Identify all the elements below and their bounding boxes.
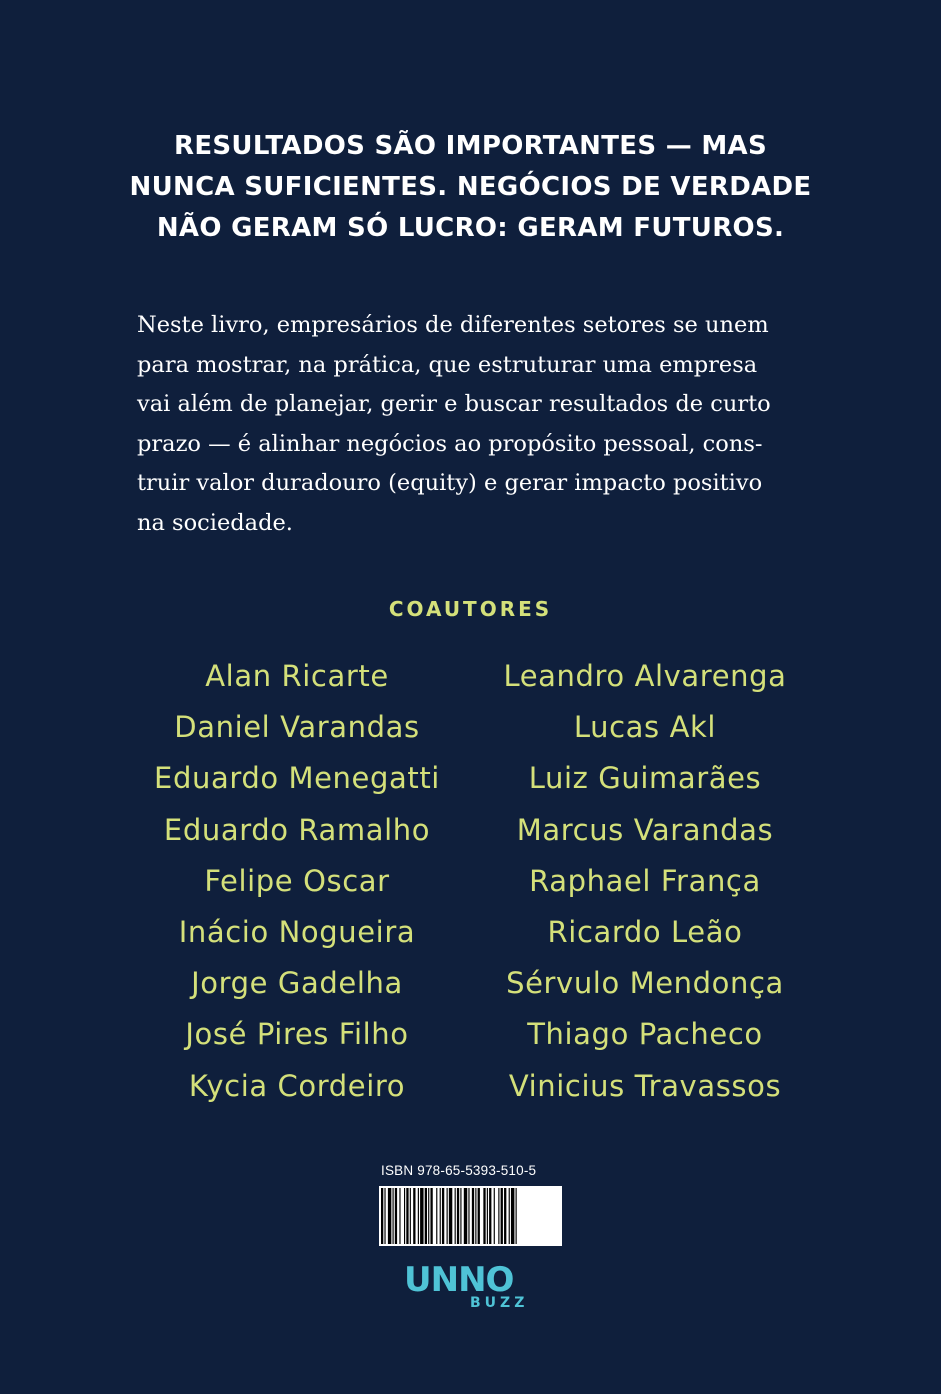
barcode-bar — [395, 1188, 397, 1244]
coauthor-name: Sérvulo Mendonça — [506, 966, 784, 1001]
barcode-bar — [418, 1188, 419, 1244]
barcode-bar — [460, 1188, 461, 1244]
coauthor-name: Ricardo Leão — [547, 915, 743, 950]
description-line: vai além de planejar, gerir e buscar resultados de curto — [137, 391, 771, 418]
coauthor-name: Jorge Gadelha — [191, 966, 403, 1001]
headline-line: RESULTADOS SÃO IMPORTANTES — MAS — [174, 131, 767, 161]
coauthor-name: Vinicius Travassos — [508, 1068, 782, 1103]
barcode-bar — [516, 1188, 517, 1244]
publisher-logo — [404, 1262, 538, 1316]
headline-line: NÃO GERAM SÓ LUCRO: GERAM FUTUROS. — [156, 213, 785, 243]
barcode-bar — [511, 1188, 514, 1244]
barcode-bar — [440, 1188, 441, 1244]
barcode-bar — [494, 1188, 495, 1244]
coauthor-name: Eduardo Ramalho — [163, 812, 431, 847]
barcode-bar — [487, 1188, 488, 1244]
coauthor-name: Marcus Varandas — [516, 812, 774, 847]
description-line: para mostrar, na prática, que estruturar uma empresa — [137, 351, 758, 378]
barcode-graphic — [379, 1186, 562, 1246]
headline-line: NUNCA SUFICIENTES. NEGÓCIOS DE VERDADE — [129, 172, 812, 202]
barcode-bar — [436, 1188, 437, 1244]
coauthor-name: Leandro Alvarenga — [503, 659, 787, 693]
barcode-bar — [406, 1188, 408, 1244]
barcode-bar — [413, 1188, 415, 1244]
coauthor-name: Raphael França — [529, 863, 761, 898]
headline — [0, 126, 941, 249]
barcode-bar — [483, 1188, 485, 1244]
description-line: na sociedade. — [137, 509, 293, 536]
barcode-bar — [425, 1188, 427, 1244]
barcode-bar — [498, 1188, 499, 1244]
coauthor-name: Lucas Akl — [573, 710, 717, 745]
coauthors-list-right — [455, 651, 835, 1112]
barcode-bar — [430, 1188, 432, 1244]
barcode-bar — [504, 1188, 506, 1244]
coauthor-name: Thiago Pacheco — [527, 1017, 763, 1052]
barcode-bar — [455, 1188, 456, 1244]
barcode-bar — [472, 1188, 474, 1244]
barcode-bar — [404, 1188, 405, 1244]
book-description — [137, 306, 827, 544]
barcode-bar — [384, 1188, 385, 1244]
barcode-bar — [468, 1188, 469, 1244]
description-line: truir valor duradouro (equity) e gerar impacto positivo — [137, 470, 763, 497]
barcode-bar — [410, 1188, 411, 1244]
coauthor-name: Kycia Cordeiro — [188, 1068, 406, 1103]
coauthor-name: Felipe Oscar — [204, 863, 390, 898]
barcode-bar — [442, 1188, 444, 1244]
barcode-bar — [420, 1188, 423, 1244]
coauthor-name: Luiz Guimarães — [528, 761, 762, 796]
coauthor-name: Alan Ricarte — [205, 659, 389, 693]
description-line: prazo — é alinhar negócios ao propósito pessoal, cons- — [137, 430, 763, 457]
barcode-bar — [449, 1188, 452, 1244]
publisher-name: UNNO — [404, 1260, 514, 1300]
barcode — [379, 1186, 562, 1246]
publisher-imprint: BUZZ — [470, 1295, 529, 1311]
coauthor-name: Inácio Nogueira — [178, 915, 416, 950]
barcode-bar — [457, 1188, 459, 1244]
coauthor-name: Daniel Varandas — [174, 710, 420, 745]
description-line: Neste livro, empresários de diferentes setores se unem — [137, 312, 769, 338]
barcode-bar — [478, 1188, 480, 1244]
coauthors-list-left — [107, 651, 487, 1112]
barcode-bar — [388, 1188, 391, 1244]
barcode-bar — [489, 1188, 491, 1244]
barcode-bar — [509, 1188, 510, 1244]
isbn-label: ISBN 978-65-5393-510-5 — [381, 1163, 537, 1178]
coauthor-name: Eduardo Menegatti — [154, 761, 440, 796]
barcode-bar — [464, 1188, 467, 1244]
barcode-bar — [501, 1188, 503, 1244]
barcode-bar — [393, 1188, 394, 1244]
barcode-bar — [428, 1188, 429, 1244]
barcode-bar — [447, 1188, 448, 1244]
barcode-bar — [475, 1188, 476, 1244]
barcode-bar — [381, 1188, 383, 1244]
barcode-bar — [399, 1188, 400, 1244]
coauthors-heading: COAUTORES — [388, 597, 553, 621]
coauthor-name: José Pires Filho — [185, 1017, 409, 1052]
